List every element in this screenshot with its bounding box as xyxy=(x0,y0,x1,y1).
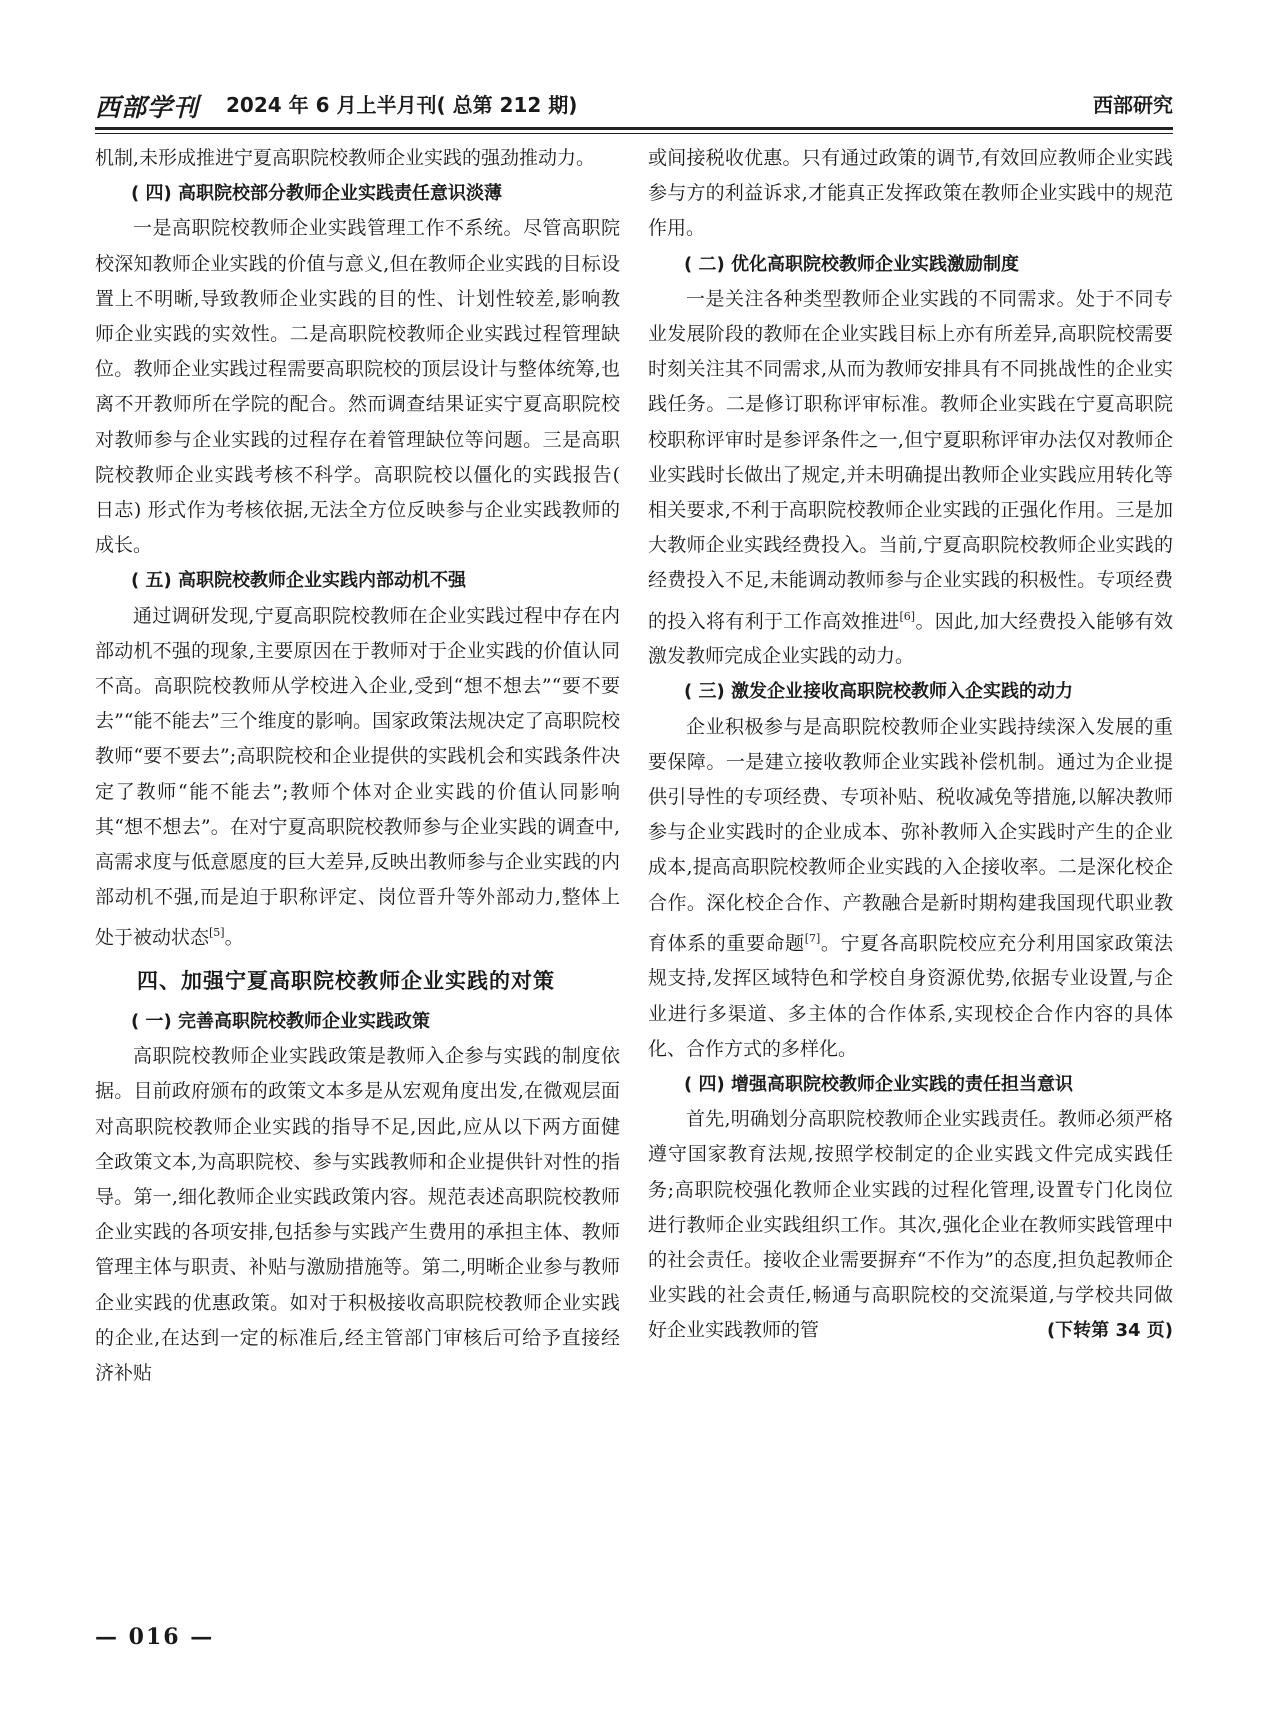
page-number: — 016 — xyxy=(95,1624,215,1650)
left-column xyxy=(95,141,620,1391)
paragraph-text: 首先,明确划分高职院校教师企业实践责任。教师必须严格遵守国家教育法规,按照学校制定的企业实践文件完成实践任务;高职院校强化教师企业实践的过程化管理,设置专门化岗位进行教师企业实践组织工作。其次,强化企业在教师实践管理中的社会责任。接收企业需要摒弃“不作为”的态度,担负起教师企业实践的社会责任,畅通与高职院校的交流渠道,与学校共同做好企业实践教师的管 xyxy=(648,1108,1173,1342)
journal-masthead: 西部学刊 xyxy=(95,93,200,122)
paragraph xyxy=(648,1102,1173,1348)
subsection-heading: ( 二) 优化高职院校教师企业实践激励制度 xyxy=(684,253,1019,275)
paragraph: 或间接税收优惠。只有通过政策的调节,有效回应教师企业实践参与方的利益诉求,才能真正发挥政策在教师企业实践中的规范作用。 xyxy=(648,147,1173,240)
paragraph: 一是高职院校教师企业实践管理工作不系统。尽管高职院校深知教师企业实践的价值与意义,但在教师企业实践的目标设置上不明晰,导致教师企业实践的目的性、计划性较差,影响教师企业实践的实效性。二是高职院校教师企业实践过程管理缺位。教师企业实践过程需要高职院校的顶层设计与整体统筹,也离不开教师所在学院的配合。然而调查结果证实宁夏高职院校对教师参与企业实践的过程存在着管理缺位等问题。三是高职院校教师企业实践考核不科学。高职院校以僵化的实践报告( 日志) 形式作为考核依据,无法全方位反映参与企业实践教师的成长。 xyxy=(95,217,620,557)
paragraph xyxy=(95,599,620,956)
section-name: 西部研究 xyxy=(1093,93,1173,117)
subsection-heading: ( 五) 高职院校教师企业实践内部动机不强 xyxy=(131,570,466,592)
paragraph-text: 通过调研发现,宁夏高职院校教师在企业实践过程中存在内部动机不强的现象,主要原因在于教师对于企业实践的价值认同不高。高职院校教师从学校进入企业,受到“想不想去”“要不要去”“能不能去”三个维度的影响。国家政策法规决定了高职院校教师“要不要去”;高职院校和企业提供的实践机会和实践条件决定了教师“能不能去”;教师个体对企业实践的价值认同影响其“想不想去”。在对宁夏高职院校教师参与企业实践的调查中,高需求度与低意愿度的巨大差异,反映出教师参与企业实践的内部动机不强,而是迫于职称评定、岗位晋升等外部动力,整体上处于被动状态 xyxy=(95,604,620,949)
subsection-heading: ( 一) 完善高职院校教师企业实践政策 xyxy=(131,1011,430,1032)
section-heading: 四、加强宁夏高职院校教师企业实践的对策 xyxy=(137,969,555,993)
paragraph-end: 。 xyxy=(224,926,244,949)
paragraph-text: 。因此,加大经费投入能够有效激发教师完成企业实践的动力。 xyxy=(648,609,1173,668)
paragraph-text: 企业积极参与是高职院校教师企业实践持续深入发展的重要保障。一是建立接收教师企业实践补偿机制。通过为企业提供引导性的专项经费、专项补贴、税收减免等措施,以解决教师参与企业实践时的企业成本、弥补教师入企实践时产生的企业成本,提高高职院校教师企业实践的入企接收率。二是深化校企合作。深化校企合作、产教融合是新时期构建我国现代职业教育体系的重要命题 xyxy=(648,715,1173,955)
paragraph: 机制,未形成推进宁夏高职院校教师企业实践的强劲推动力。 xyxy=(95,147,596,169)
citation-ref: [5] xyxy=(209,926,225,940)
citation-ref: [6] xyxy=(899,609,916,623)
issue-info: 2024 年 6 月上半月刊( 总第 212 期) xyxy=(226,93,578,117)
citation-ref: [7] xyxy=(804,931,821,945)
page-header xyxy=(95,88,1173,124)
subsection-heading: ( 四) 高职院校部分教师企业实践责任意识淡薄 xyxy=(131,183,502,205)
paragraph xyxy=(648,282,1173,675)
paragraph: 高职院校教师企业实践政策是教师入企参与实践的制度依据。目前政府颁布的政策文本多是从宏观角度出发,在微观层面对高职院校教师企业实践的指导不足,因此,应从以下两方面健全政策文本,为高职院校、参与实践教师和企业提供针对性的指导。第一,细化教师企业实践政策内容。规范表述高职院校教师企业实践的各项安排,包括参与实践产生费用的承担主体、教师管理主体与职责、补贴与激励措施等。第二,明晰企业参与教师企业实践的优惠政策。如对于积极接收高职院校教师企业实践的企业,在达到一定的标准后,经主管部门审核后可给予直接经济补贴 xyxy=(95,1045,620,1385)
paragraph-text: 。宁夏各高职院校应充分利用国家政策法规支持,发挥区域特色和学校自身资源优势,依据专业设置,与企业进行多渠道、多主体的合作体系,实现校企合作内容的具体化、合作方式的多样化。 xyxy=(648,932,1173,1060)
header-rule xyxy=(95,127,1173,130)
header-rule-thin xyxy=(95,133,1173,134)
right-column xyxy=(648,141,1173,1349)
subsection-heading: ( 四) 增强高职院校教师企业实践的责任担当意识 xyxy=(684,1073,1073,1095)
paragraph-text: 一是关注各种类型教师企业实践的不同需求。处于不同专业发展阶段的教师在企业实践目标上亦有所差异,高职院校需要时刻关注其不同需求,从而为教师安排具有不同挑战性的企业实践任务。二是修订职称评审标准。教师企业实践在宁夏高职院校职称评审时是参评条件之一,但宁夏职称评审办法仅对教师企业实践时长做出了规定,并未明确提出教师企业实践应用转化等相关要求,不利于高职院校教师企业实践的正强化作用。三是加大教师企业实践经费投入。当前,宁夏高职院校教师企业实践的经费投入不足,未能调动教师参与企业实践的积极性。专项经费的投入将有利于工作高效推进 xyxy=(648,287,1173,632)
continued-note: (下转第 34 页) xyxy=(1046,1320,1173,1342)
subsection-heading: ( 三) 激发企业接收高职院校教师入企实践的动力 xyxy=(684,681,1073,703)
paragraph xyxy=(648,710,1173,1067)
